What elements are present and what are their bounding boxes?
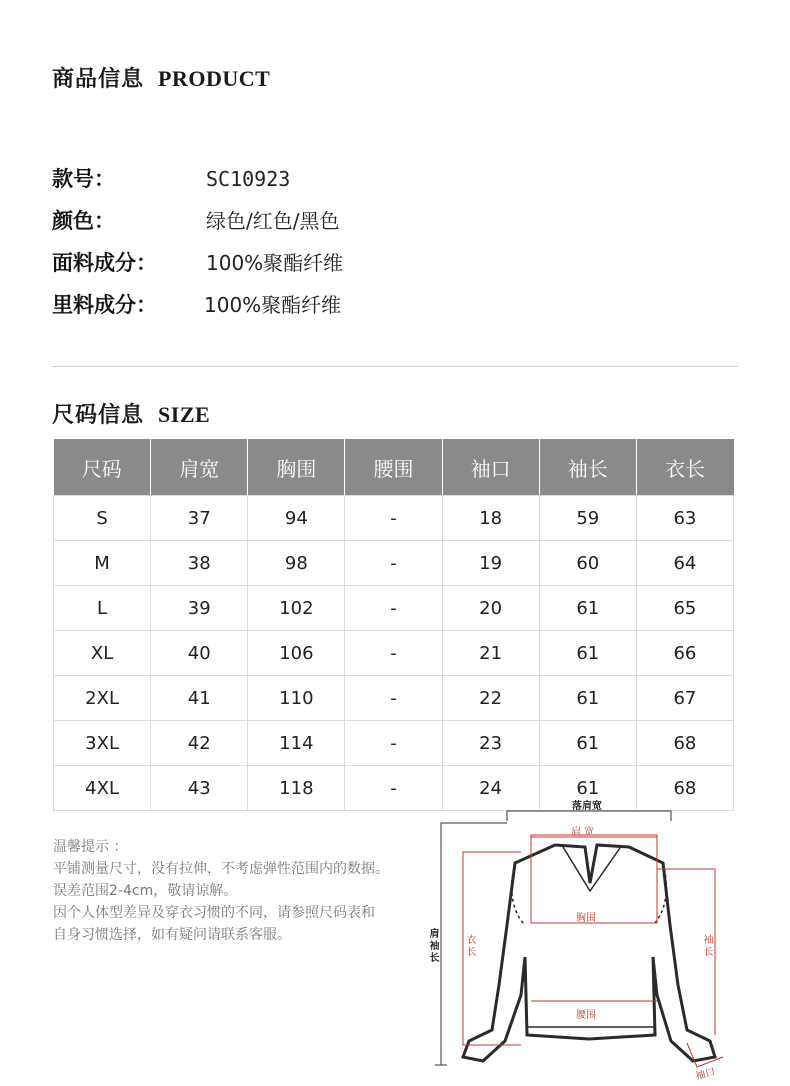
table-cell: 64 [636,541,733,586]
drop-shoulder-line [507,811,671,821]
label-waist: 腰围 [576,1010,596,1021]
table-cell: 118 [248,766,345,811]
label-shoulder: 肩 宽 [571,827,595,838]
table-cell: 61 [539,676,636,721]
tips-title: 温馨提示 ： [53,839,128,855]
table-cell: 23 [442,721,539,766]
product-section-title [52,62,270,93]
table-cell: 24 [442,766,539,811]
table-cell: 2XL [54,676,151,721]
header-length: 衣长 [636,439,733,496]
size-section-title [52,398,210,429]
table-cell: 42 [151,721,248,766]
header-waist: 腰围 [345,439,442,496]
section-divider [52,366,738,367]
tips-line: 平铺测量尺寸，没有拉伸，不考虑弹性范围内的数据。 [53,861,389,877]
table-cell: 22 [442,676,539,721]
table-cell: 40 [151,631,248,676]
table-row [54,586,734,631]
label-sleeve-length: 袖长 [703,935,714,958]
label-drop-shoulder: 落肩宽 [572,801,602,812]
size-title-cn: 尺码信息 [52,403,145,428]
table-cell: - [345,541,442,586]
table-cell: 61 [539,586,636,631]
table-cell: 39 [151,586,248,631]
product-title-cn: 商品信息 [52,67,145,92]
tips-line: 自身习惯选择，如有疑问请联系客服。 [53,927,291,943]
table-row [54,676,734,721]
table-row [54,631,734,676]
table-cell: 94 [248,496,345,541]
info-label: 面料成分： [52,251,157,275]
table-cell: 68 [636,721,733,766]
product-title-en: PRODUCT [158,66,271,91]
table-cell: - [345,496,442,541]
table-cell: 66 [636,631,733,676]
table-cell: 37 [151,496,248,541]
table-cell: 20 [442,586,539,631]
header-size: 尺码 [54,439,151,496]
table-cell: - [345,766,442,811]
table-cell: 43 [151,766,248,811]
info-value: SC10923 [206,167,291,191]
table-row [54,496,734,541]
label-cuff: 袖口 [694,1066,717,1083]
sweater-illustration [425,795,775,1082]
size-table [53,439,734,811]
table-cell: 3XL [54,721,151,766]
table-cell: XL [54,631,151,676]
table-cell: S [54,496,151,541]
measurement-diagram [425,795,775,1082]
table-cell: 106 [248,631,345,676]
tips-line: 误差范围2-4cm，敬请谅解。 [53,883,238,899]
table-row [54,541,734,586]
table-cell: 59 [539,496,636,541]
header-cuff: 袖口 [442,439,539,496]
header-sleeve: 袖长 [539,439,636,496]
header-shoulder: 肩宽 [151,439,248,496]
table-cell: 19 [442,541,539,586]
table-cell: 21 [442,631,539,676]
table-cell: - [345,631,442,676]
info-value: 100%聚酯纤维 [206,251,344,275]
table-cell: 61 [539,766,636,811]
info-label: 款号： [52,167,115,191]
table-cell: 65 [636,586,733,631]
tips-line: 因个人体型差异及穿衣习惯的不同，请参照尺码表和 [53,905,375,921]
table-cell: 102 [248,586,345,631]
table-cell: L [54,586,151,631]
table-cell: 110 [248,676,345,721]
table-cell: 63 [636,496,733,541]
table-cell: 61 [539,721,636,766]
table-cell: 114 [248,721,345,766]
table-cell: 18 [442,496,539,541]
table-cell: 68 [636,766,733,811]
table-cell: 61 [539,631,636,676]
table-row [54,721,734,766]
table-cell: 67 [636,676,733,721]
table-cell: 38 [151,541,248,586]
table-cell: 60 [539,541,636,586]
table-cell: - [345,586,442,631]
label-shoulder-sleeve-length: 肩袖长 [429,929,440,964]
table-cell: - [345,721,442,766]
label-chest: 胸围 [576,913,596,924]
label-body-length: 衣长 [466,935,477,958]
table-cell: M [54,541,151,586]
info-value: 绿色/红色/黑色 [206,209,340,233]
table-cell: 41 [151,676,248,721]
header-chest: 胸围 [248,439,345,496]
size-title-en: SIZE [158,402,211,427]
info-label: 颜色： [52,209,115,233]
sweater-outline [463,845,715,1061]
table-cell: 4XL [54,766,151,811]
info-label: 里料成分： [52,293,157,317]
info-value: 100%聚酯纤维 [204,293,342,317]
tips-block [53,836,438,946]
table-cell: - [345,676,442,721]
size-table-header-row [54,439,734,496]
table-cell: 98 [248,541,345,586]
